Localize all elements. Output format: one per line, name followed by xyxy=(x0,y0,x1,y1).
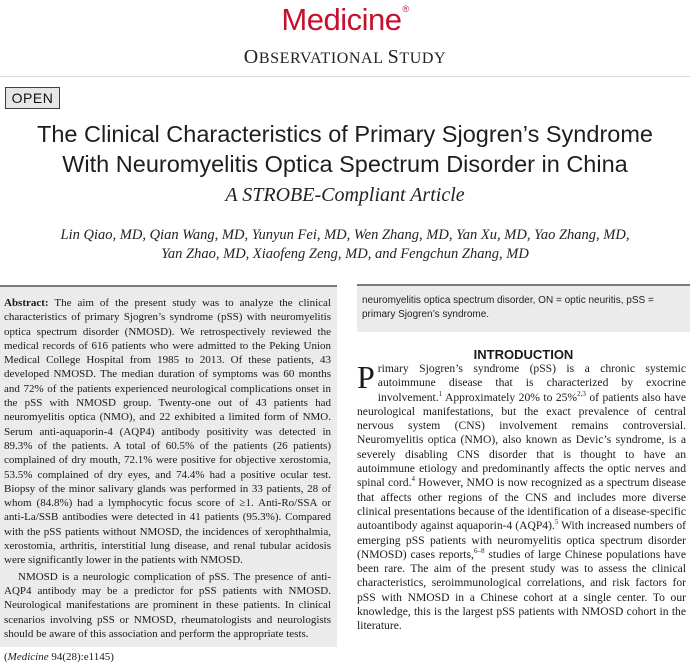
abstract-label: Abstract: xyxy=(4,297,49,309)
title-line-2: With Neuromyelitis Optica Spectrum Disorder in China xyxy=(62,151,628,177)
title-line-1: The Clinical Characteristics of Primary Sjogren’s Syndrome xyxy=(36,121,653,147)
intro-text-3: of patients also have neurological manifestations, but the exact prevalence of central nervous system (CNS) involvement remains controversial. Neuromyelitis optica (NMO), also known as Devic’s syndrome, is a severely disabling CNS disorder that is thought to have an autoimmune etiology and predominantly affects the optic nerves and spinal cord. xyxy=(357,390,687,490)
introduction-body xyxy=(357,359,687,634)
intro-text-1: rimary Sjogren’s syndrome (pSS) is a chronic systemic autoimmune disease that is characterized by exocrine involvement. xyxy=(377,362,686,404)
section-rest-2: TUDY xyxy=(399,50,447,67)
intro-text-6: studies of large Chinese populations have been rare. The aim of the present study was to assess the clinical characteristics, seroimmunological correlations, and risk factors for pSS with NMOSD in a Chinese cohort at a single center. To our knowledge, this is the largest pSS patients with NMOSD cohort in the literature. xyxy=(357,547,686,633)
article-subtitle: A STROBE-Compliant Article xyxy=(225,184,465,206)
abstract-paragraph-2: NMOSD is a neurologic complication of pSS. The presence of anti-AQP4 antibody may be a predictor for pSS patients with NMOSD. Neurological manifestations are prominent in these patients. In clinical scenarios involving pSS or NMOSD, rheumatologists and neurologists should be aware of this association and perform the appropriate tests. xyxy=(4,570,331,640)
ref-3: 4 xyxy=(411,475,415,484)
ref-5: 6–8 xyxy=(473,547,485,555)
intro-text-5: With increased numbers of emerging pSS patients with neuromyelitis optica spectrum disorder (NMOSD) cases reports, xyxy=(357,519,686,561)
abbreviations-text: neuromyelitis optica spectrum disorder, ON = optic neuritis, pSS = primary Sjogren’s syndrome. xyxy=(362,295,654,320)
registered-mark: ® xyxy=(402,4,409,14)
ref-4: 5 xyxy=(554,518,559,527)
header-divider xyxy=(0,76,690,77)
introduction-paragraph xyxy=(357,359,687,634)
author-list xyxy=(0,226,690,264)
citation-open: ( xyxy=(4,651,8,664)
article-title xyxy=(0,119,690,179)
abstract-paragraph-1 xyxy=(4,296,331,568)
section-label xyxy=(0,46,690,69)
citation-journal: Medicine xyxy=(7,651,49,664)
abstract xyxy=(4,296,331,664)
citation xyxy=(4,650,331,664)
intro-text-4: However, NMO is now recognized as a spectrum disease that affects other regions of the CNS and includes more diverse clinical presentations because of the identification of a disease-specific autoantibody against aquaporin-4 (AQP4). xyxy=(357,476,686,533)
authors-line-2: Yan Zhao, MD, Xiaofeng Zeng, MD, and Fengchun Zhang, MD xyxy=(161,246,529,262)
authors-line-1: Lin Qiao, MD, Qian Wang, MD, Yunyun Fei, MD, Wen Zhang, MD, Yan Xu, MD, Yao Zhang, MD, xyxy=(60,227,630,243)
citation-volume: 94(28):e1145) xyxy=(48,651,114,664)
introduction-heading: INTRODUCTION xyxy=(473,347,574,362)
ref-1: 1 xyxy=(438,389,443,398)
section-cap-1: O xyxy=(243,46,259,68)
section-rest-1: BSERVATIONAL xyxy=(258,50,388,67)
intro-text-2: Approximately 20% to 25% xyxy=(442,390,578,404)
abstract-text-1: The aim of the present study was to analyze the clinical characteristics of primary Sjogren’s syndrome (pSS) with neuromyelitis optica spectrum disorder (NMOSD). We retrospectively reviewed the medical records of 616 patients who were admitted to the Peking Union Medical College Hospital from 1985 to 2013. Of these patients, 43 developed NMOSD. The median duration of symptoms was 60 months and 72% of the patients experienced neurological complications onset in the pSS with NMOSD group. Twenty-one out of 43 patients had neuromyelitis optica (NMO), and 22 exhibited a limited form of NMO. Serum anti-aquaporin-4 (AQP4) antibody positivity was detected in 89.3% of the patients. A total of 60.5% of the patients (26 patients) complained of dry mouth, 72.1% were positive for objective xerostomia, 53.5% complained of dry eyes, and 74.4% had a positive ocular test. Biopsy of the minor salivary glands was performed in 33 patients, 28 of whom (84.8%) had a lymphocytic focus score of ≥1. Anti-Ro/SSA or anti-La/SSB antibodies were detected in 41 patients (95.3%). Compared with the pSS patients without NMOSD, the incidences of xerophthalmia, xerostomia, arthritis, interstitial lung disease, and renal tubular acidosis were significantly lower in the patients with NMOSD. xyxy=(4,297,331,567)
section-cap-2: S xyxy=(387,46,400,68)
drop-cap: P xyxy=(357,359,375,395)
journal-name: Medicine xyxy=(281,2,402,37)
open-access-badge: OPEN xyxy=(5,87,60,109)
journal-logo xyxy=(0,2,690,38)
ref-2: 2,3 xyxy=(577,389,586,398)
